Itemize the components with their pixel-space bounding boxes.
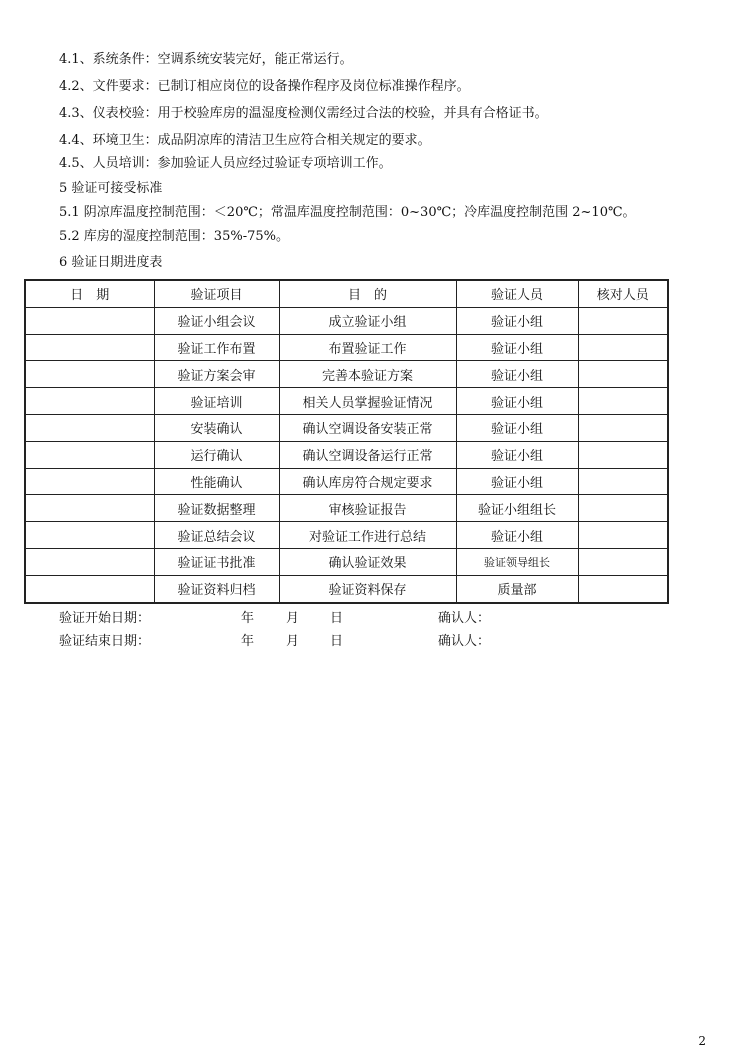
table-row xyxy=(25,548,668,575)
para-5-1: 5.1 阴凉库温度控制范围：＜20℃；常温库温度控制范围：0~30℃；冷库温度控制范围 2~10℃。 xyxy=(59,205,636,220)
cell-checker xyxy=(578,334,668,361)
table-row xyxy=(25,388,668,415)
cell-item: 运行确认 xyxy=(154,441,279,468)
cell-purpose: 成立验证小组 xyxy=(279,307,456,334)
cell-purpose: 确认空调设备安装正常 xyxy=(279,414,456,441)
schedule-table xyxy=(24,279,669,604)
cell-item: 验证培训 xyxy=(154,388,279,415)
cell-checker xyxy=(578,414,668,441)
cell-item: 安装确认 xyxy=(154,414,279,441)
cell-purpose: 确认验证效果 xyxy=(279,548,456,575)
end-confirm-label: 确认人： xyxy=(438,634,491,649)
table-header-row xyxy=(25,280,668,307)
cell-personnel: 验证小组 xyxy=(456,522,578,549)
table-row xyxy=(25,495,668,522)
cell-purpose: 确认库房符合规定要求 xyxy=(279,468,456,495)
table-row xyxy=(25,468,668,495)
cell-checker xyxy=(578,575,668,602)
header-date: 日 期 xyxy=(25,280,154,307)
cell-checker xyxy=(578,361,668,388)
para-5-2: 5.2 库房的湿度控制范围：35%-75%。 xyxy=(59,229,289,244)
cell-item: 验证证书批准 xyxy=(154,548,279,575)
cell-checker xyxy=(578,307,668,334)
header-personnel: 验证人员 xyxy=(456,280,578,307)
cell-date xyxy=(25,495,154,522)
cell-item: 性能确认 xyxy=(154,468,279,495)
cell-item: 验证总结会议 xyxy=(154,522,279,549)
cell-date xyxy=(25,575,154,602)
cell-checker xyxy=(578,388,668,415)
para-4-4: 4.4、环境卫生：成品阴凉库的清洁卫生应符合相关规定的要求。 xyxy=(59,133,431,148)
cell-item: 验证小组会议 xyxy=(154,307,279,334)
start-day-label: 日 xyxy=(330,611,344,626)
cell-item: 验证资料归档 xyxy=(154,575,279,602)
header-item: 验证项目 xyxy=(154,280,279,307)
table-row xyxy=(25,307,668,334)
cell-date xyxy=(25,441,154,468)
start-month-label: 月 xyxy=(286,611,300,626)
cell-purpose: 确认空调设备运行正常 xyxy=(279,441,456,468)
section-5-heading: 5 验证可接受标准 xyxy=(59,181,163,196)
cell-date xyxy=(25,307,154,334)
end-date-label: 验证结束日期： xyxy=(59,634,151,649)
cell-personnel: 验证小组 xyxy=(456,441,578,468)
cell-personnel: 验证小组 xyxy=(456,334,578,361)
cell-purpose: 布置验证工作 xyxy=(279,334,456,361)
cell-purpose: 相关人员掌握验证情况 xyxy=(279,388,456,415)
end-month-label: 月 xyxy=(286,634,300,649)
end-year-label: 年 xyxy=(241,634,255,649)
cell-personnel: 验证小组 xyxy=(456,414,578,441)
table-row xyxy=(25,334,668,361)
cell-date xyxy=(25,388,154,415)
header-checker: 核对人员 xyxy=(578,280,668,307)
cell-personnel: 验证小组 xyxy=(456,361,578,388)
cell-date xyxy=(25,414,154,441)
section-6-heading: 6 验证日期进度表 xyxy=(59,255,163,270)
cell-personnel: 验证小组 xyxy=(456,468,578,495)
cell-date xyxy=(25,468,154,495)
cell-personnel: 质量部 xyxy=(456,575,578,602)
header-purpose: 目 的 xyxy=(279,280,456,307)
cell-checker xyxy=(578,495,668,522)
cell-checker xyxy=(578,441,668,468)
cell-purpose: 对验证工作进行总结 xyxy=(279,522,456,549)
cell-personnel: 验证领导组长 xyxy=(456,548,578,575)
page-number: 2 xyxy=(698,1034,706,1048)
cell-personnel: 验证小组 xyxy=(456,307,578,334)
table-row xyxy=(25,441,668,468)
table-row xyxy=(25,575,668,602)
end-day-label: 日 xyxy=(330,634,344,649)
cell-purpose: 完善本验证方案 xyxy=(279,361,456,388)
cell-checker xyxy=(578,468,668,495)
cell-item: 验证工作布置 xyxy=(154,334,279,361)
cell-checker xyxy=(578,548,668,575)
cell-purpose: 审核验证报告 xyxy=(279,495,456,522)
cell-item: 验证方案会审 xyxy=(154,361,279,388)
table-row xyxy=(25,361,668,388)
cell-item: 验证数据整理 xyxy=(154,495,279,522)
cell-date xyxy=(25,361,154,388)
cell-purpose: 验证资料保存 xyxy=(279,575,456,602)
cell-personnel: 验证小组组长 xyxy=(456,495,578,522)
cell-personnel: 验证小组 xyxy=(456,388,578,415)
table-row xyxy=(25,522,668,549)
start-date-label: 验证开始日期： xyxy=(59,611,151,626)
cell-date xyxy=(25,548,154,575)
para-4-2: 4.2、文件要求：已制订相应岗位的设备操作程序及岗位标准操作程序。 xyxy=(59,79,470,94)
start-year-label: 年 xyxy=(241,611,255,626)
para-4-1: 4.1、系统条件：空调系统安装完好，能正常运行。 xyxy=(59,52,353,67)
cell-date xyxy=(25,522,154,549)
table-row xyxy=(25,414,668,441)
start-confirm-label: 确认人： xyxy=(438,611,491,626)
para-4-3: 4.3、仪表校验：用于校验库房的温湿度检测仪需经过合法的校验，并具有合格证书。 xyxy=(59,106,548,121)
para-4-5: 4.5、人员培训：参加验证人员应经过验证专项培训工作。 xyxy=(59,156,392,171)
cell-checker xyxy=(578,522,668,549)
cell-date xyxy=(25,334,154,361)
